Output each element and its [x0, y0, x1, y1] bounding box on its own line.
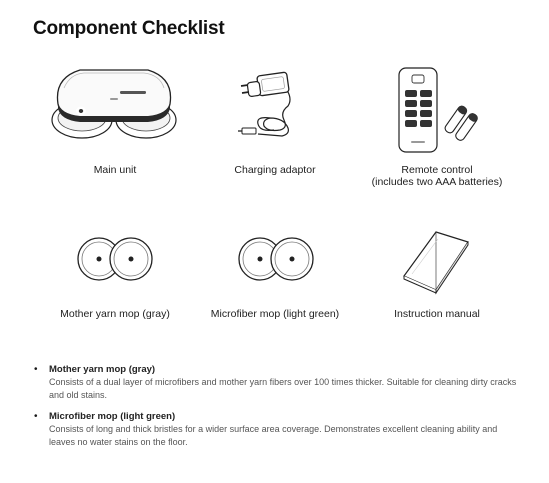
- charging-adaptor-icon: [236, 70, 316, 150]
- list-item: [33, 364, 518, 401]
- item-label: Remote control (includes two AAA batteries): [371, 164, 503, 188]
- item-label: Mother yarn mop (gray): [60, 308, 170, 320]
- list-item: [33, 411, 518, 448]
- bullet-icon: •: [34, 364, 38, 375]
- instruction-manual-icon: [396, 230, 476, 294]
- component-microfiber-mop: [190, 228, 360, 328]
- item-label: Charging adaptor: [234, 164, 316, 176]
- component-main-unit: [30, 58, 200, 183]
- mop-pads-icon: [236, 233, 316, 285]
- mop-descriptions: [33, 364, 518, 458]
- bullet-icon: •: [34, 411, 38, 422]
- note-text: Consists of a dual layer of microfibers and mother yarn fibers over 100 times thicker. Suitable for cleaning dirty cracks and old stains.: [49, 377, 517, 400]
- component-instruction-manual: [352, 228, 522, 328]
- note-title: Microfiber mop (light green): [49, 411, 176, 422]
- component-remote-control: [352, 58, 522, 198]
- component-charging-adaptor: [190, 58, 360, 183]
- note-title: Mother yarn mop (gray): [49, 364, 156, 375]
- robot-mop-main-unit-icon: [44, 58, 184, 150]
- item-label: Instruction manual: [394, 308, 480, 320]
- mop-pads-icon: [75, 233, 155, 285]
- component-mother-yarn-mop: [30, 228, 200, 328]
- item-label: Main unit: [93, 164, 137, 176]
- note-text: Consists of long and thick bristles for a wider surface area coverage. Demonstrates excellent cleaning ability and leaves no water stains on the floor.: [49, 424, 498, 447]
- page-title: Component Checklist: [33, 18, 225, 39]
- item-label: Microfiber mop (light green): [210, 308, 340, 320]
- remote-control-with-batteries-icon: [387, 64, 487, 156]
